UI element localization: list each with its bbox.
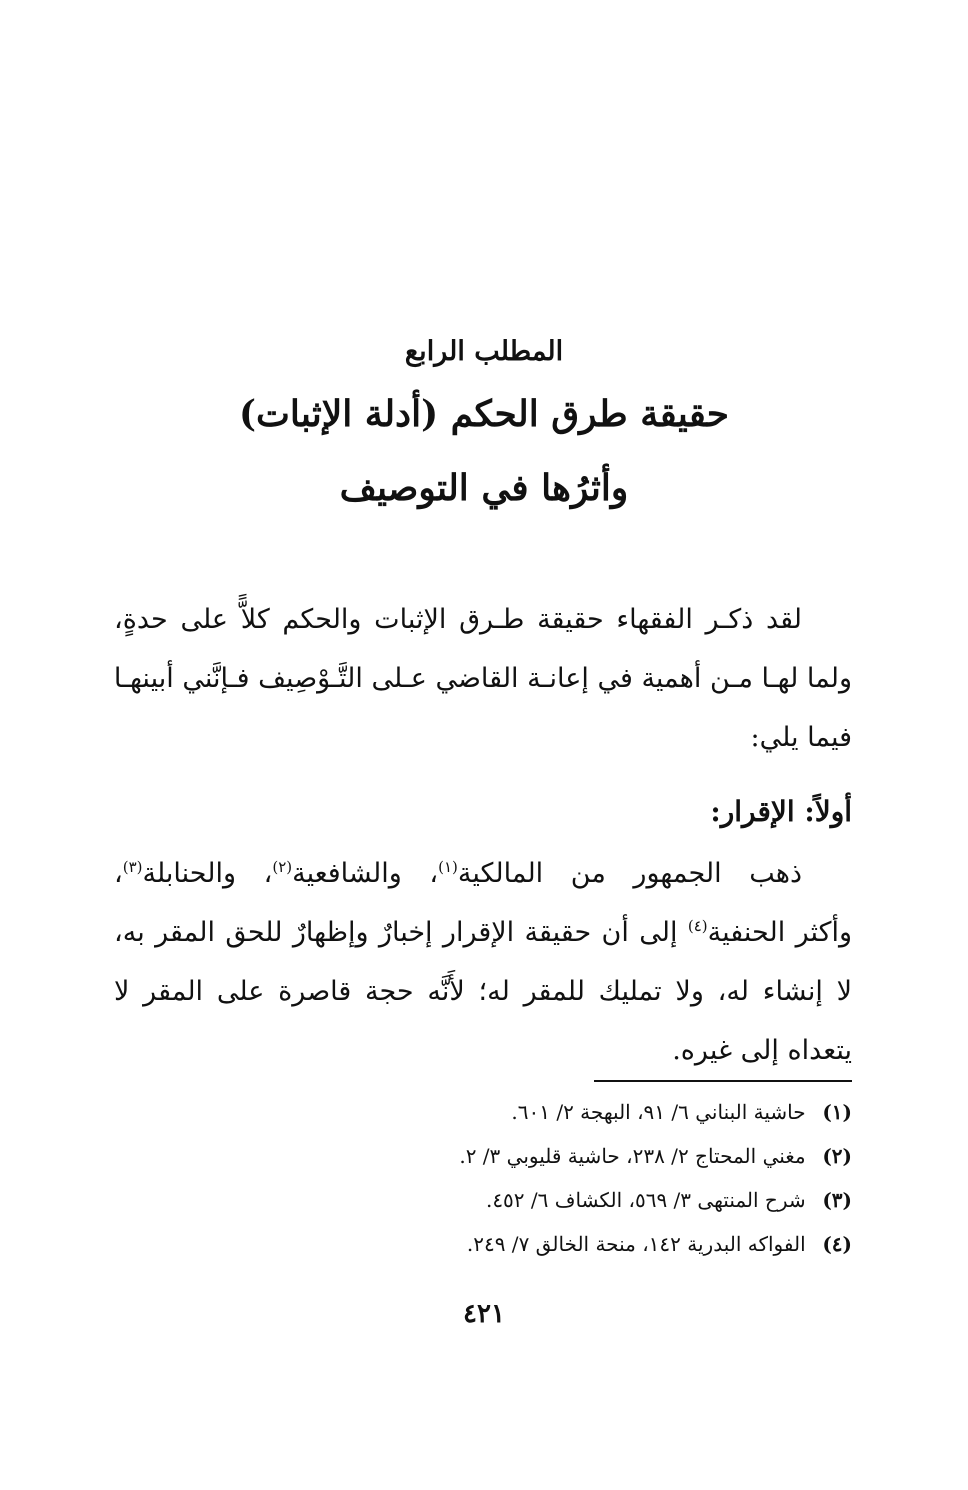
footnote-number: (١) bbox=[822, 1100, 852, 1124]
footnote-separator bbox=[594, 1080, 852, 1082]
footnote-4 bbox=[112, 1222, 852, 1266]
footnote-2 bbox=[112, 1134, 852, 1178]
footnote-1 bbox=[112, 1090, 852, 1134]
footnotes bbox=[112, 1090, 852, 1266]
intro-line-3: فيما يلي: bbox=[750, 722, 852, 753]
intro-line-1: لقد ذكـر الفقهاء حقيقة طـرق الإثبات والحكم كلاًّ على حدةٍ، bbox=[114, 604, 802, 635]
footnote-number: (٣) bbox=[822, 1188, 852, 1212]
iqrar-text: ، bbox=[114, 858, 123, 889]
page-number: ٤٢١ bbox=[463, 1299, 505, 1329]
footnote-text: شرح المنتهى ٣/ ٥٦٩، الكشاف ٦/ ٤٥٢. bbox=[485, 1188, 806, 1212]
section-title-line-1: حقيقة طرق الحكم (أدلة الإثبات) bbox=[238, 393, 730, 435]
iqrar-line-2 bbox=[114, 903, 852, 962]
iqrar-heading: أولاً: الإقرار: bbox=[710, 795, 852, 828]
footnote-ref-4: (٤) bbox=[687, 917, 708, 935]
footnote-ref-2: (٢) bbox=[272, 858, 293, 876]
footnote-number: (٢) bbox=[822, 1144, 852, 1168]
intro-paragraph bbox=[114, 590, 852, 767]
section-subtitle: المطلب الرابع bbox=[404, 336, 564, 367]
footnote-number: (٤) bbox=[822, 1232, 852, 1256]
section-title-line-2: وأثرُها في التوصيف bbox=[339, 467, 629, 509]
iqrar-line-4: يتعداه إلى غيره. bbox=[672, 1035, 852, 1066]
iqrar-line-1 bbox=[114, 844, 852, 903]
footnote-ref-3: (٣) bbox=[122, 858, 143, 876]
iqrar-paragraph bbox=[114, 844, 852, 1080]
footnote-3 bbox=[112, 1178, 852, 1222]
iqrar-text: ، والحنابلة bbox=[142, 858, 273, 889]
footnote-text: الفواكه البدرية ١٤٢، منحة الخالق ٧/ ٢٤٩. bbox=[466, 1232, 806, 1256]
footnote-text: مغني المحتاج ٢/ ٢٣٨، حاشية قليوبي ٣/ ٢. bbox=[459, 1144, 806, 1168]
iqrar-text: ، والشافعية bbox=[292, 858, 439, 889]
intro-line-2: ولما لهـا مـن أهمية في إعانـة القاضي عـلى التَّـوْصِيف فـإنَّني أبينهـا bbox=[113, 663, 852, 694]
iqrar-line-3: لا إنشاء له، ولا تمليك للمقر له؛ لأَنَّه حجة قاصرة على المقر لا bbox=[114, 976, 852, 1007]
footnote-text: حاشية البناني ٦/ ٩١، البهجة ٢/ ٦٠١. bbox=[511, 1100, 806, 1124]
footnote-ref-1: (١) bbox=[438, 858, 458, 876]
iqrar-text: إلى أن حقيقة الإقرار إخبارٌ وإظهارٌ للحق المقر به، bbox=[114, 917, 688, 948]
iqrar-text: ذهب الجمهور من المالكية bbox=[457, 858, 803, 889]
iqrar-text: وأكثر الحنفية bbox=[707, 917, 853, 948]
